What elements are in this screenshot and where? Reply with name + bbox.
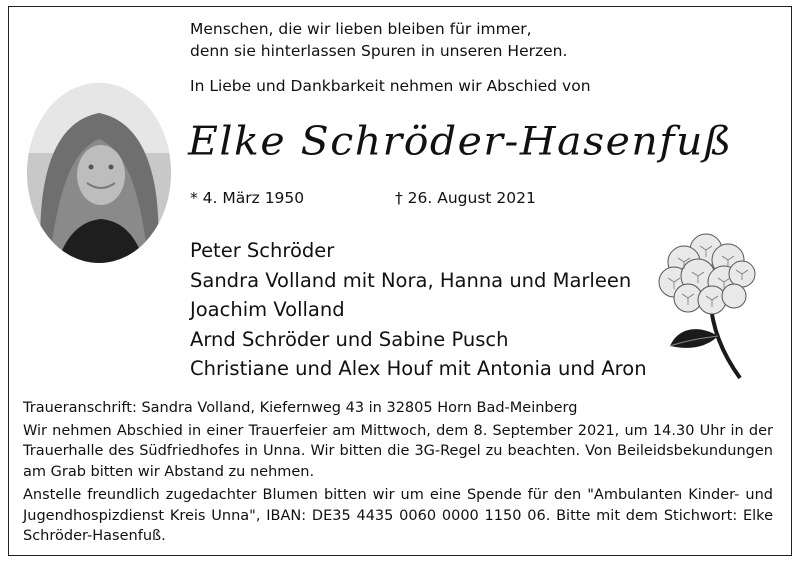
mourner-line: Joachim Volland <box>190 298 345 321</box>
mourners-list <box>190 236 647 384</box>
farewell-line: In Liebe und Dankbarkeit nehmen wir Abschied von <box>190 77 591 95</box>
mourner-line: Arnd Schröder und Sabine Pusch <box>190 327 509 351</box>
portrait-photo <box>27 83 171 263</box>
mourner-line: Christiane und Alex Houf mit Antonia und Aron <box>190 357 647 380</box>
ceremony-info <box>23 398 773 549</box>
donation-request: Anstelle freundlich zugedachter Blumen bitten wir um eine Spende für den "Ambulanten Kinder- und Jugendhospizdienst Kreis Unna", IBAN: DE35 4435 0060 0000 1150 06. Bitte mit dem Stichwort: Elke Schröder-Hasenfuß. <box>23 487 773 544</box>
mourning-address: Traueranschrift: Sandra Volland, Kiefernweg 43 in 32805 Horn Bad-Meinberg <box>23 400 578 416</box>
mourner-line: Peter Schröder <box>190 239 335 262</box>
birth-date: * 4. März 1950 <box>190 189 305 207</box>
intro-quote-line-1: Menschen, die wir lieben bleiben für immer, <box>190 20 532 38</box>
mourner-line: Sandra Volland mit Nora, Hanna und Marleen <box>190 268 632 292</box>
intro-quote <box>190 18 567 62</box>
deceased-name: Elke Schröder-Hasenfuß <box>188 118 733 164</box>
hydrangea-flower-image <box>648 228 764 380</box>
death-date: † 26. August 2021 <box>395 189 536 207</box>
portrait-image <box>27 83 171 263</box>
intro-quote-line-2: denn sie hinterlassen Spuren in unseren Herzen. <box>190 42 568 60</box>
ceremony-details: Wir nehmen Abschied in einer Trauerfeier am Mittwoch, dem 8. September 2021, um 14.30 Uhr in der Trauerhalle des Südfriedhofes in Unna. Wir bitten die 3G-Regel zu beachten. Von Beileidsbekundungen am Grab bitten wir Abstand zu nehmen. <box>23 422 773 480</box>
flower-icon <box>648 228 764 380</box>
